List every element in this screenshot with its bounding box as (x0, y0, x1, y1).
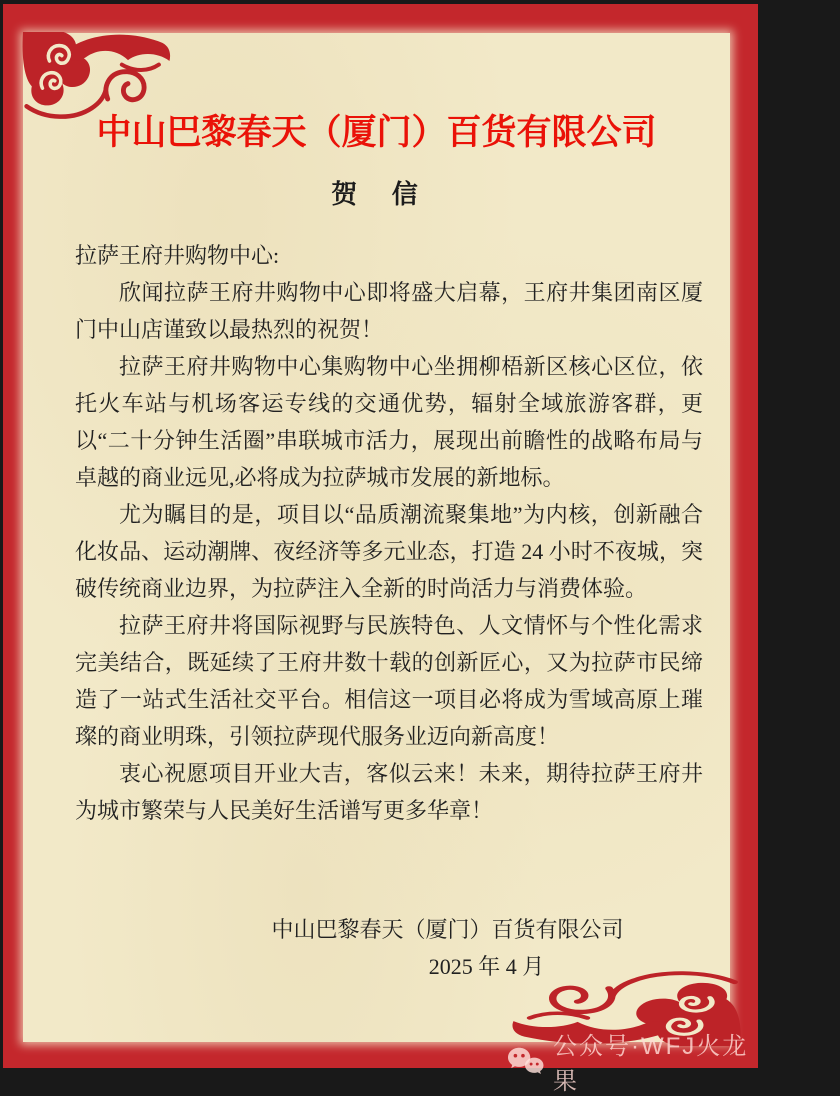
cloud-ornament-bottom-right (508, 972, 740, 1046)
signature-date: 2025 年 4 月 (428, 954, 545, 979)
paragraph: 衷心祝愿项目开业大吉，客似云来！未来，期待拉萨王府井为城市繁荣与人民美好生活谱写更多华章！ (75, 761, 703, 823)
letter-paper (23, 33, 730, 1042)
doc-title: 贺 信 (331, 180, 432, 209)
paragraph: 拉萨王府井将国际视野与民族特色、人文情怀与个性化需求完美结合，既延续了王府井数十载的创新匠心，又为拉萨市民缔造了一站式生活社交平台。相信这一项目必将成为雪域高原上璀璨的商业明珠，引领拉萨现代服务业迈向新高度！ (75, 613, 703, 749)
cloud-ornament-top-left (23, 32, 173, 118)
paragraph: 欣闻拉萨王府井购物中心即将盛大启幕，王府井集团南区厦门中山店谨致以最热烈的祝贺！ (75, 280, 703, 342)
paragraph: 尤为瞩目的是，项目以“品质潮流聚集地”为内核，创新融合化妆品、运动潮牌、夜经济等多元业态，打造 24 小时不夜城，突破传统商业边界，为拉萨注入全新的时尚活力与消费体验。 (75, 502, 703, 601)
company-title: 中山巴黎春天（厦门）百货有限公司 (96, 113, 657, 152)
red-border-frame (3, 4, 758, 1068)
paragraph: 拉萨王府井购物中心集购物中心坐拥柳梧新区核心区位，依托火车站与机场客运专线的交通优势，辐射全域旅游客群，更以“二十分钟生活圈”串联城市活力，展现出前瞻性的战略布局与卓越的商业远见,必将成为拉萨城市发展的新地标。 (75, 354, 703, 490)
salutation: 拉萨王府井购物中心: (75, 243, 280, 268)
letter-body (75, 237, 703, 829)
watermark-text: 公众号·WFJ火龙果 (553, 1033, 749, 1095)
signature-company: 中山巴黎春天（厦门）百货有限公司 (271, 917, 624, 942)
